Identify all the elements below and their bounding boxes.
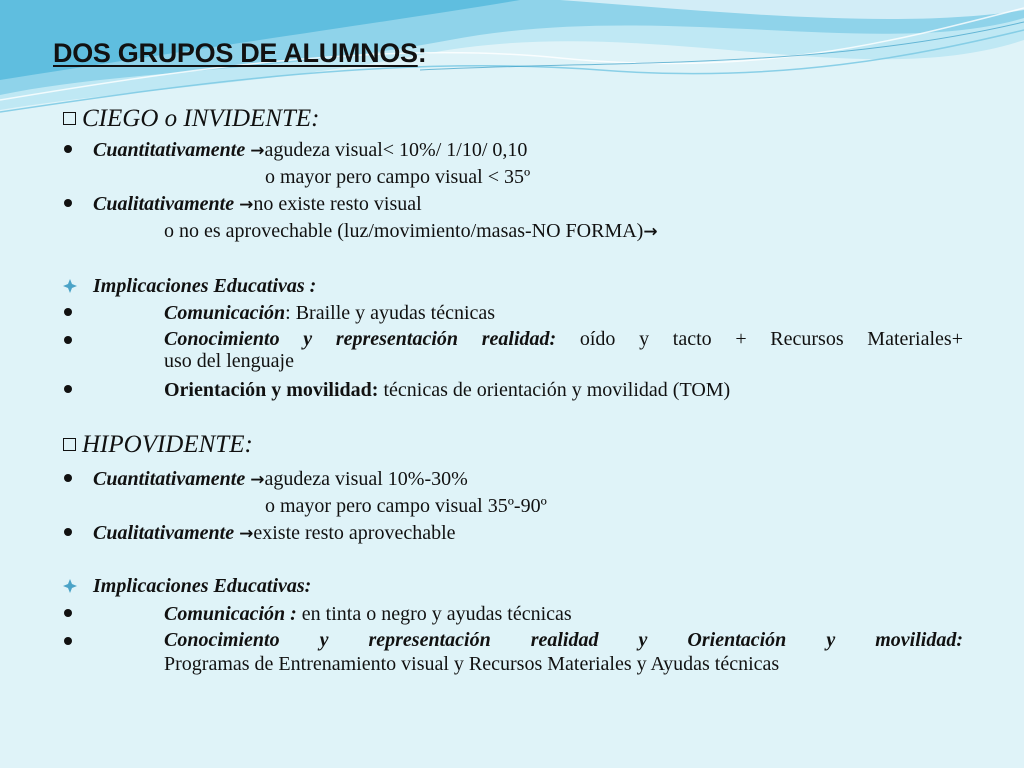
arrow-right-icon: → [250,141,265,161]
ciego-cual-cont-line [164,219,658,244]
hipo-heading [63,430,253,460]
ciego-com-line [164,301,495,325]
ciego-cual-label: Cualitativamente [93,193,235,215]
hipo-con-cont: Programas de Entrenamiento visual y Recursos Materiales y Ayudas técnicas [164,653,780,675]
bullet-icon [64,336,72,344]
ciego-con-cont: uso del lenguaje [164,350,294,372]
bullet-icon [64,528,72,536]
ciego-cuant-cont: o mayor pero campo visual < 35º [265,166,531,188]
hipo-com-label: Comunicación : [164,603,297,625]
hipo-com-line [164,602,572,626]
ciego-cual-cont: o no es aprovechable (luz/movimiento/masas-NO FORMA) [164,220,644,242]
ciego-con-line [164,329,963,350]
ciego-ori-line [164,378,730,402]
ciego-impl-heading: Implicaciones Educativas : [93,275,317,297]
ciego-com-label: Comunicación [164,302,286,324]
hipo-impl-heading: Implicaciones Educativas: [93,575,312,597]
hipo-cuant-cont: o mayor pero campo visual 35º-90º [265,495,547,517]
ciego-cuant-text: agudeza visual< 10%/ 1/10/ 0,10 [264,139,528,161]
bullet-icon [64,199,72,207]
ciego-cual-line [93,192,422,217]
hipo-cuant-label: Cuantitativamente [93,468,246,490]
hipo-cual-text: existe resto aprovechable [253,522,456,544]
ciego-heading-text: CIEGO o INVIDENTE: [82,105,320,132]
title-suffix: : [417,38,427,68]
arrow-right-icon: → [250,470,265,490]
diamond-bullet-icon [63,279,77,293]
hipo-heading-text: HIPOVIDENTE: [82,431,253,458]
bullet-icon [64,385,72,393]
ciego-cual-text: no existe resto visual [253,193,422,215]
ciego-ori-text: técnicas de orientación y movilidad (TOM) [383,379,731,401]
arrow-right-icon: → [239,524,254,544]
ciego-cuant-label: Cuantitativamente [93,139,246,161]
hipo-cuant-text: agudeza visual 10%-30% [264,468,468,490]
ciego-con-text: oído y tacto + Recursos Materiales+ [579,328,963,350]
arrow-right-icon: → [643,222,658,242]
ciego-con-label: Conocimiento y representación realidad: [164,328,557,350]
hipo-com-text: en tinta o negro y ayudas técnicas [301,603,572,625]
checkbox-square-icon [63,112,76,125]
ciego-cuant-line [93,138,527,163]
bullet-icon [64,637,72,645]
checkbox-square-icon [63,438,76,451]
ciego-heading [63,104,319,134]
bullet-icon [64,609,72,617]
bullet-icon [64,474,72,482]
diamond-bullet-icon [63,579,77,593]
ciego-com-text: : Braille y ayudas técnicas [285,302,496,324]
ciego-ori-label: Orientación y movilidad: [164,379,379,401]
hipo-cual-line [93,521,456,546]
hipo-cual-label: Cualitativamente [93,522,235,544]
arrow-right-icon: → [239,195,254,215]
bullet-icon [64,145,72,153]
title-text: DOS GRUPOS DE ALUMNOS [53,38,418,68]
hipo-con-label: Conocimiento y representación realidad y Orientación y movilidad: [164,629,963,651]
slide-title [53,38,426,69]
bullet-icon [64,308,72,316]
hipo-cuant-line [93,467,468,492]
